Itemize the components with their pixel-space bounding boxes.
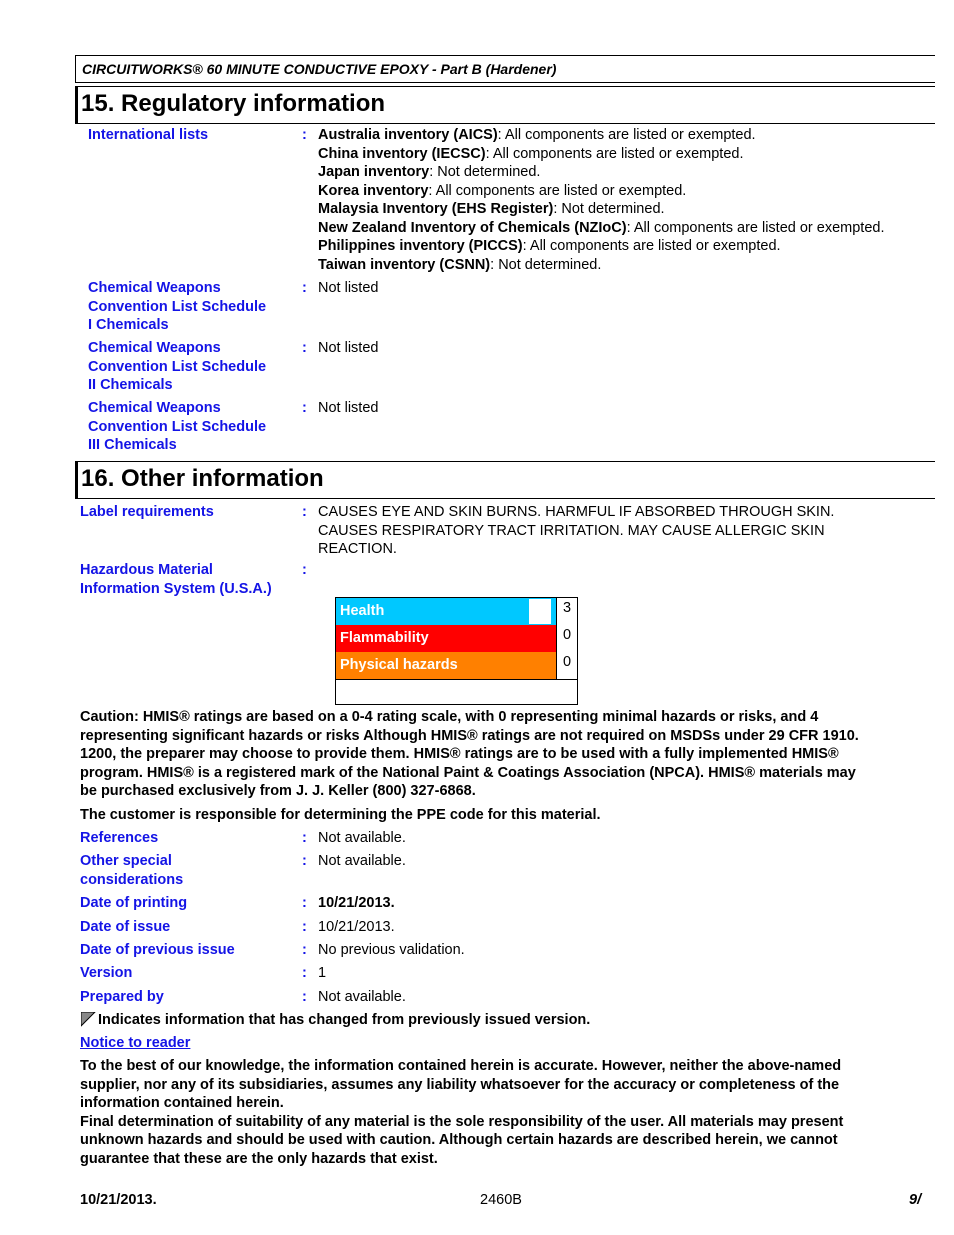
footer-page: 9/ bbox=[909, 1192, 922, 1208]
cwc-schedule-1-value: Not listed bbox=[318, 280, 379, 296]
footer-code: 2460B bbox=[480, 1192, 522, 1208]
notice-to-reader-text: To the best of our knowledge, the information contained herein is accurate. However, neither the above-named supplier, nor any of its subsidiaries, assumes any liability whatsoever for the accuracy or completeness of the information contained herein. Final determination of suitability of any material is the sole responsibility of the user. All materials may present unknown hazards and should be used with caution. Although certain hazards are described herein, we cannot guarantee that these are the only hazards that exist. bbox=[80, 1058, 844, 1167]
hmis-flammability-row: Flammability bbox=[336, 625, 556, 652]
hmis-label: Hazardous Material Information System (U.S.A.) bbox=[80, 562, 272, 597]
date-of-printing-label: Date of printing bbox=[80, 895, 188, 911]
inventory-item: Taiwan inventory (CSNN): Not determined. bbox=[318, 256, 602, 273]
colon: : bbox=[302, 919, 307, 935]
date-of-issue-label: Date of issue bbox=[80, 919, 171, 935]
hmis-divider bbox=[336, 679, 577, 680]
inventory-item: Australia inventory (AICS): All components are listed or exempted. bbox=[318, 127, 756, 143]
section-15-header bbox=[75, 86, 935, 124]
date-of-previous-issue-value: No previous validation. bbox=[318, 942, 465, 958]
colon: : bbox=[302, 127, 307, 143]
colon: : bbox=[302, 942, 307, 958]
cwc-schedule-2-value: Not listed bbox=[318, 340, 379, 356]
hmis-physical-hazards-row: Physical hazards bbox=[336, 652, 556, 679]
inventory-list bbox=[318, 126, 885, 274]
inventory-item: China inventory (IECSC): All components are listed or exempted. bbox=[318, 145, 744, 162]
colon: : bbox=[302, 989, 307, 1005]
colon: : bbox=[302, 965, 307, 981]
references-value: Not available. bbox=[318, 830, 406, 846]
colon: : bbox=[302, 562, 307, 578]
hmis-health-value: 3 bbox=[556, 598, 577, 625]
inventory-item: Philippines inventory (PICCS): All components are listed or exempted. bbox=[318, 238, 781, 254]
section-16-header bbox=[75, 461, 935, 499]
cwc-schedule-1-label: Chemical Weapons Convention List Schedule I Chemicals bbox=[88, 280, 267, 333]
inventory-item: Malaysia Inventory (EHS Register): Not determined. bbox=[318, 201, 665, 217]
colon: : bbox=[302, 830, 307, 846]
hmis-rating-table bbox=[335, 597, 578, 705]
document-title: CIRCUITWORKS® 60 MINUTE CONDUCTIVE EPOXY - Part B (Hardener) bbox=[82, 61, 557, 77]
document-header bbox=[75, 55, 935, 83]
hmis-physical-hazards-value: 0 bbox=[556, 652, 577, 679]
references-label: References bbox=[80, 830, 159, 846]
hmis-health-row: Health bbox=[336, 598, 556, 625]
ppe-note: The customer is responsible for determining the PPE code for this material. bbox=[80, 807, 601, 823]
colon: : bbox=[302, 400, 307, 416]
date-of-issue-value: 10/21/2013. bbox=[318, 919, 395, 935]
health-chronic-box bbox=[529, 599, 551, 624]
international-lists-label: International lists bbox=[88, 127, 209, 143]
prepared-by-value: Not available. bbox=[318, 989, 406, 1005]
date-of-printing-value: 10/21/2013. bbox=[318, 895, 395, 911]
hmis-flammability-value: 0 bbox=[556, 625, 577, 652]
colon: : bbox=[302, 340, 307, 356]
cwc-schedule-3-label: Chemical Weapons Convention List Schedule III Chemicals bbox=[88, 400, 267, 453]
version-value: 1 bbox=[318, 965, 327, 981]
inventory-item: New Zealand Inventory of Chemicals (NZIoC): All components are listed or exempted. bbox=[318, 219, 885, 236]
colon: : bbox=[302, 280, 307, 296]
section-16-title: 16. Other information bbox=[81, 465, 324, 492]
inventory-item: Korea inventory: All components are listed or exempted. bbox=[318, 182, 687, 199]
cwc-schedule-2-label: Chemical Weapons Convention List Schedule II Chemicals bbox=[88, 340, 267, 393]
other-special-considerations-value: Not available. bbox=[318, 853, 406, 869]
change-marker-icon bbox=[81, 1012, 96, 1027]
colon: : bbox=[302, 853, 307, 869]
section-15-title: 15. Regulatory information bbox=[81, 90, 386, 117]
notice-to-reader-link[interactable]: Notice to reader bbox=[80, 1035, 191, 1051]
other-special-considerations-label: Other special considerations bbox=[80, 853, 184, 888]
hmis-caution-text: Caution: HMIS® ratings are based on a 0-4 rating scale, with 0 representing minimal hazards or risks, and 4 representing significant hazards or risks Although HMIS® ratings are not required on MSDSs under 29 CFR 1910. 1200, the preparer may choose to provide them. HMIS® ratings are to be used with a fully implemented HMIS® program. HMIS® is a registered mark of the National Paint & Coatings Association (NPCA). HMIS® materials may be purchased exclusively from J. J. Keller (800) 327-6868. bbox=[80, 709, 859, 799]
colon: : bbox=[302, 504, 307, 520]
version-label: Version bbox=[80, 965, 133, 981]
label-requirements-label: Label requirements bbox=[80, 504, 214, 520]
date-of-previous-issue-label: Date of previous issue bbox=[80, 942, 235, 958]
footer-date: 10/21/2013. bbox=[80, 1192, 157, 1208]
inventory-item: Japan inventory: Not determined. bbox=[318, 164, 541, 180]
colon: : bbox=[302, 895, 307, 911]
cwc-schedule-3-value: Not listed bbox=[318, 400, 379, 416]
changed-note-text: Indicates information that has changed from previously issued version. bbox=[98, 1012, 591, 1028]
label-requirements-value: CAUSES EYE AND SKIN BURNS. HARMFUL IF ABSORBED THROUGH SKIN. CAUSES RESPIRATORY TRACT IRRITATION. MAY CAUSE ALLERGIC SKIN REACTION. bbox=[318, 504, 835, 557]
prepared-by-label: Prepared by bbox=[80, 989, 164, 1005]
